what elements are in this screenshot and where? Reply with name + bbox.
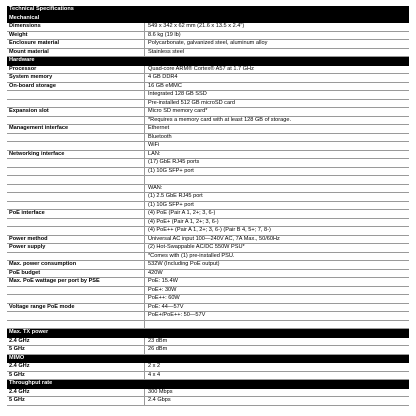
table-row [7, 108, 409, 117]
section-header-row [7, 57, 409, 66]
table-row [7, 32, 409, 41]
spec-label [7, 312, 145, 320]
spec-table [7, 6, 409, 406]
table-row [7, 202, 409, 211]
spec-value: PoE: 44—57V [148, 303, 184, 310]
table-row [7, 168, 409, 177]
spec-value: PoE+/PoE++: 50—57V [148, 312, 206, 318]
section-header-row [7, 15, 409, 24]
table-row [7, 40, 409, 49]
table-row [7, 236, 409, 245]
table-title-row [7, 6, 409, 15]
spec-label [7, 134, 145, 142]
table-row [7, 142, 409, 151]
spec-label: System memory [7, 74, 145, 82]
spec-value: (4) PoE (Pair A 1, 2+; 3, 6-) [148, 210, 216, 216]
spec-label: PoE interface [7, 210, 145, 218]
spec-label [7, 202, 145, 210]
spec-value: 23 dBm [148, 337, 168, 344]
spec-label [7, 219, 145, 227]
spec-label: Networking interface [7, 151, 145, 159]
section-header-row [7, 380, 409, 389]
spec-value: 549 x 342 x 62 mm (21.6 x 13.5 x 2.4") [148, 23, 245, 29]
spec-label [7, 287, 145, 295]
spec-value: 8.6 kg (19 lb) [148, 31, 181, 38]
table-row [7, 74, 409, 83]
spec-label [7, 159, 145, 167]
section-header: Max. TX power [9, 329, 49, 335]
spec-value: Bluetooth [148, 133, 172, 140]
spec-label: 5 GHz [7, 372, 145, 380]
spec-label: Enclosure material [7, 40, 145, 48]
spec-label: Expansion slot [7, 108, 145, 116]
spec-value: Polycarbonate, galvanized steel, aluminum alloy [148, 40, 268, 46]
table-row [7, 83, 409, 92]
spec-value: 2 x 2 [148, 363, 161, 369]
spec-value: *Requires a memory card with at least 128 GB of storage. [148, 116, 292, 123]
table-row [7, 287, 409, 296]
table-row [7, 372, 409, 381]
table-row [7, 338, 409, 347]
spec-label [7, 253, 145, 261]
spec-value: (1) 2.5 GbE RJ45 port [148, 193, 203, 199]
section-header-row [7, 329, 409, 338]
table-row [7, 49, 409, 58]
spec-label [7, 142, 145, 150]
spec-value: WAN: [148, 184, 163, 191]
spec-value: 4 GB DDR4 [148, 74, 178, 80]
table-row [7, 397, 409, 406]
spec-value: 300 Mbps [148, 388, 173, 395]
spec-value: Integrated 128 GB SSD [148, 91, 207, 97]
table-row [7, 219, 409, 228]
table-row [7, 159, 409, 168]
section-header: Hardware [9, 57, 35, 63]
table-row [7, 100, 409, 109]
spec-value: PoE++: 60W [148, 295, 180, 301]
table-row [7, 134, 409, 143]
table-row [7, 176, 409, 185]
spec-label: Power method [7, 236, 145, 244]
spec-label: Processor [7, 66, 145, 74]
spec-label [7, 193, 145, 201]
spec-label: Max. PoE wattage per port by PSE [7, 278, 145, 286]
spec-label: 5 GHz [7, 346, 145, 354]
spec-value: Pre-installed 512 GB microSD card [148, 99, 236, 106]
section-header: Throughput rate [9, 380, 53, 386]
table-row [7, 278, 409, 287]
spec-value: PoE: 15.4W [148, 278, 178, 284]
spec-label: Max. power consumption [7, 261, 145, 269]
spec-value: LAN: [148, 150, 161, 157]
spec-value: 26 dBm [148, 346, 168, 352]
table-row [7, 261, 409, 270]
table-row [7, 66, 409, 75]
spec-label [7, 185, 145, 193]
spec-value: 4 x 4 [148, 371, 161, 378]
spec-value: (4) PoE++ (Pair A 1, 2+; 3, 6-) (Pair B 4, 5+; 7, 8-) [148, 227, 271, 233]
table-row [7, 312, 409, 321]
spec-label [7, 321, 145, 329]
table-row [7, 321, 409, 330]
table-row [7, 270, 409, 279]
spec-label [7, 91, 145, 99]
spec-value: (2) Hot-Swappable AC/DC 550W PSU* [148, 244, 245, 250]
spec-value: 420W [148, 269, 163, 276]
spec-label: Mount material [7, 49, 145, 57]
section-header: MIMO [9, 354, 25, 361]
table-row [7, 117, 409, 126]
spec-value [145, 176, 409, 184]
spec-label [7, 117, 145, 125]
section-header: Mechanical [9, 14, 40, 21]
spec-label: On-board storage [7, 83, 145, 91]
spec-value: (17) GbE RJ45 ports [148, 159, 200, 165]
spec-label [7, 168, 145, 176]
spec-label [7, 227, 145, 235]
table-row [7, 295, 409, 304]
spec-label [7, 100, 145, 108]
table-row [7, 244, 409, 253]
table-row [7, 91, 409, 100]
table-row [7, 151, 409, 160]
spec-rows [7, 15, 409, 406]
spec-value: Quad-core ARM® Cortex® A57 at 1.7 GHz [148, 65, 254, 72]
spec-value: 16 GB eMMC [148, 82, 182, 89]
table-row [7, 185, 409, 194]
table-row [7, 125, 409, 134]
spec-label: Voltage range PoE mode [7, 304, 145, 312]
table-row [7, 346, 409, 355]
table-row [7, 227, 409, 236]
spec-value: Stainless steel [148, 48, 185, 55]
spec-value [145, 321, 409, 329]
spec-value: (4) PoE+ (Pair A 1, 2+; 3, 6-) [148, 218, 219, 225]
spec-value: Micro SD memory card* [148, 108, 208, 114]
spec-label: Management interface [7, 125, 145, 133]
table-row [7, 253, 409, 262]
spec-value: 532W (Including PoE output) [148, 261, 220, 267]
spec-label: PoE budget [7, 270, 145, 278]
spec-value: PoE+: 30W [148, 286, 177, 293]
spec-label [7, 295, 145, 303]
spec-label: 2.4 GHz [7, 338, 145, 346]
table-row [7, 304, 409, 313]
spec-label: 5 GHz [7, 397, 145, 405]
spec-label: 2.4 GHz [7, 389, 145, 397]
spec-label: Dimensions [7, 23, 145, 31]
spec-label [7, 176, 145, 184]
spec-value: Ethernet [148, 125, 170, 131]
table-title: Technical Specifications [9, 6, 74, 12]
table-row [7, 23, 409, 32]
table-row [7, 193, 409, 202]
table-row [7, 363, 409, 372]
spec-value: *Comes with (1) pre-installed PSU. [148, 252, 235, 259]
spec-value: Universal AC input 100—240V AC, 7A Max., 50/60Hz [148, 235, 280, 242]
spec-label: 2.4 GHz [7, 363, 145, 371]
spec-value: 2.4 Gbps [148, 397, 171, 403]
spec-value: WiFi [148, 142, 160, 148]
spec-label: Power supply [7, 244, 145, 252]
spec-label: Weight [7, 32, 145, 40]
section-header-row [7, 355, 409, 364]
table-row [7, 389, 409, 398]
spec-value: (1) 10G SFP+ port [148, 201, 194, 208]
spec-value: (1) 10G SFP+ port [148, 167, 194, 174]
table-row [7, 210, 409, 219]
